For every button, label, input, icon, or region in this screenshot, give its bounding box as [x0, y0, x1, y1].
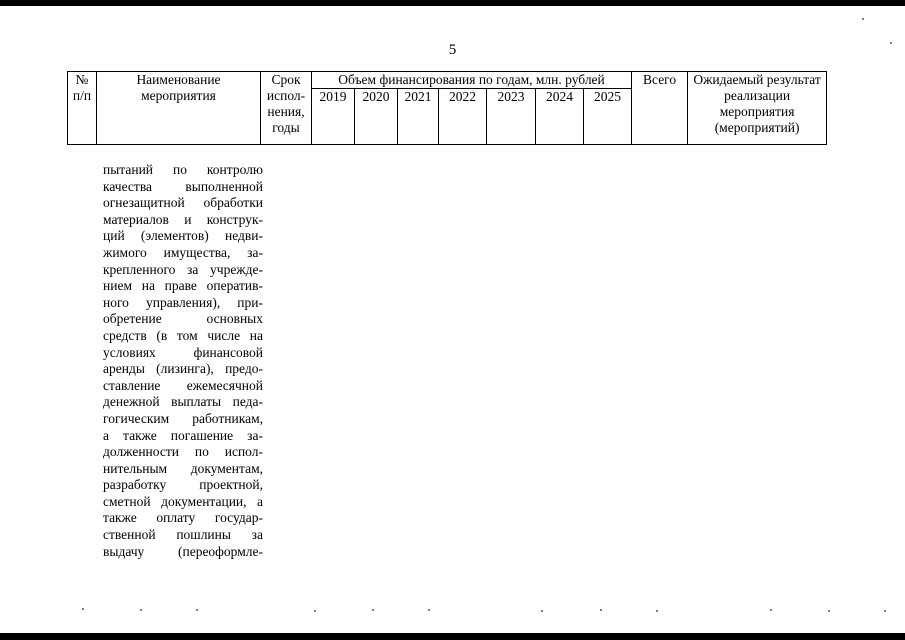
text-line: аренды (лизинга), предо-: [103, 361, 263, 377]
header-table: [67, 71, 827, 145]
text-line: выдачу (переоформле-: [103, 543, 263, 559]
text-line: гогическим работникам,: [103, 410, 263, 426]
col-term-header: Срок испол-нения, годы: [261, 72, 312, 145]
text-line: материалов и конструк-: [103, 211, 263, 227]
text-line: разработку проектной,: [103, 477, 263, 493]
scan-speck: [862, 18, 864, 20]
col-name-header: Наименование мероприятия: [97, 72, 261, 145]
scan-speck: [828, 610, 830, 612]
text-line: средств (в том числе на: [103, 327, 263, 343]
col-funding-header: Объем финансирования по годам, млн. рублей: [312, 72, 632, 89]
text-line: а также погашение за-: [103, 427, 263, 443]
col-result-header: Ожидаемый результат реализации мероприятия (мероприятий): [688, 72, 827, 145]
col-total-header: Всего: [632, 72, 688, 145]
year-2022: 2022: [439, 89, 487, 145]
scan-speck: [314, 610, 316, 612]
scan-speck: [656, 610, 658, 612]
text-line: нием на праве оператив-: [103, 278, 263, 294]
scan-speck: [541, 610, 543, 612]
scan-speck: [372, 609, 374, 611]
text-line: ций (элементов) недви-: [103, 228, 263, 244]
scan-speck: [600, 609, 602, 611]
scan-speck: [140, 609, 142, 611]
year-2020: 2020: [355, 89, 398, 145]
text-line: условиях финансовой: [103, 344, 263, 360]
text-line: ставление ежемесячной: [103, 377, 263, 393]
scan-speck: [82, 608, 84, 610]
scan-speck: [428, 609, 430, 611]
text-line: качества выполненной: [103, 178, 263, 194]
text-line: нительным документам,: [103, 460, 263, 476]
scan-speck: [196, 609, 198, 611]
scan-bottom-border: [0, 633, 905, 640]
text-line: ственной пошлины за: [103, 527, 263, 543]
year-2019: 2019: [312, 89, 355, 145]
text-line: долженности по испол-: [103, 444, 263, 460]
text-line: ного управления), при-: [103, 294, 263, 310]
col-num-header: № п/п: [68, 72, 97, 145]
year-2024: 2024: [536, 89, 584, 145]
text-line: денежной выплаты педа-: [103, 394, 263, 410]
scan-speck: [884, 610, 886, 612]
scan-speck: [890, 42, 892, 44]
text-line: огнезащитной обработки: [103, 195, 263, 211]
scan-top-border: [0, 0, 905, 6]
text-line: крепленного за учрежде-: [103, 261, 263, 277]
measure-description: [103, 162, 263, 560]
text-line: также оплату государ-: [103, 510, 263, 526]
text-line: сметной документации, а: [103, 493, 263, 509]
scan-speck: [770, 609, 772, 611]
text-line: пытаний по контролю: [103, 162, 263, 177]
year-2025: 2025: [584, 89, 632, 145]
page-number: 5: [448, 42, 457, 58]
year-2021: 2021: [398, 89, 439, 145]
text-line: обретение основных: [103, 311, 263, 327]
text-line: жимого имущества, за-: [103, 244, 263, 260]
year-2023: 2023: [487, 89, 536, 145]
